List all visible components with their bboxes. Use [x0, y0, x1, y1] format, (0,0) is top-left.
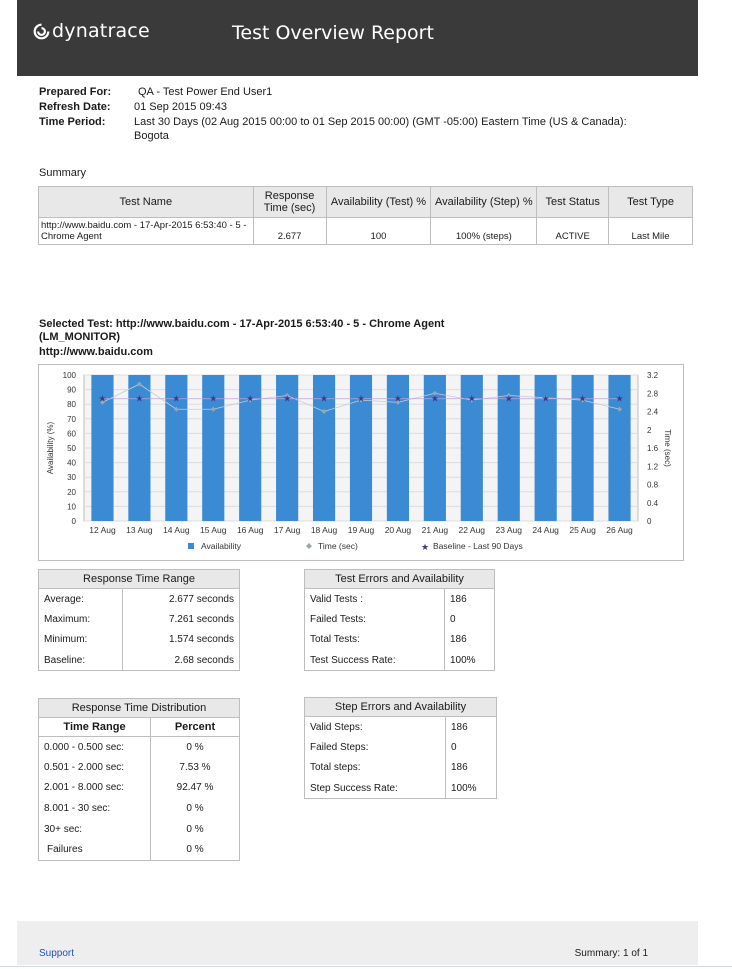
col-availability-step: Availability (Step) % — [431, 187, 537, 218]
table-row — [39, 819, 240, 840]
x-tick-label: 19 Aug — [347, 525, 375, 535]
row-label: Valid Steps: — [305, 717, 446, 738]
meta-label: Refresh Date: — [39, 101, 111, 113]
row-label: Total Tests: — [305, 630, 445, 651]
table-row — [39, 839, 240, 860]
x-tick-label: 23 Aug — [495, 525, 522, 535]
legend-swatch-baseline: ★ — [420, 543, 430, 553]
baseline-point: ★ — [578, 394, 587, 405]
y2-axis-label: Time (sec) — [663, 429, 672, 467]
row-label: Average: — [39, 589, 123, 610]
x-tick-label: 14 Aug — [163, 525, 190, 535]
selected-test-line: Selected Test: http://www.baidu.com - 17-Apr-2015 6:53:40 - 5 - Chrome Agent — [39, 318, 445, 330]
table-row — [39, 609, 240, 630]
dynatrace-logo-icon — [33, 23, 50, 40]
col-time-range: Time Range — [39, 718, 151, 737]
baseline-point: ★ — [209, 394, 218, 405]
y-tick-label: 80 — [67, 400, 76, 410]
row-label: 30+ sec: — [39, 819, 151, 840]
report-meta — [39, 85, 634, 143]
legend-swatch-time — [306, 543, 312, 549]
row-value: 7.261 seconds — [123, 609, 240, 630]
row-value: 186 — [445, 589, 495, 610]
row-label: 0.501 - 2.000 sec: — [39, 757, 151, 778]
x-tick-label: 16 Aug — [236, 525, 264, 535]
y-tick-label: 90 — [67, 385, 76, 395]
row-value: 100% — [446, 778, 497, 799]
baseline-point: ★ — [430, 394, 439, 405]
row-label: 2.001 - 8.000 sec: — [39, 778, 151, 799]
y2-tick-label: 1.6 — [647, 444, 659, 453]
col-test-status: Test Status — [537, 187, 609, 218]
row-value: 2.677 seconds — [123, 589, 240, 610]
table-row — [39, 218, 693, 245]
y-tick-label: 0 — [71, 517, 76, 526]
row-label: Test Success Rate: — [305, 650, 445, 671]
selected-test — [39, 318, 509, 359]
table-title: Step Errors and Availability — [305, 698, 497, 717]
x-tick-label: 22 Aug — [458, 525, 486, 535]
y-tick-label: 20 — [67, 487, 76, 497]
row-label: Maximum: — [39, 609, 123, 630]
row-value: 0 — [445, 609, 495, 630]
y-tick-label: 30 — [67, 473, 76, 483]
legend-label-time: Time (sec) — [318, 541, 358, 551]
y2-tick-label: 0 — [647, 517, 652, 526]
col-test-name: Test Name — [39, 187, 254, 218]
baseline-point: ★ — [246, 394, 255, 405]
report-header — [17, 0, 698, 76]
baseline-point: ★ — [541, 394, 550, 405]
response-time-range-table — [38, 569, 240, 671]
legend-swatch-availability — [188, 543, 194, 549]
x-tick-label: 12 Aug — [89, 525, 116, 535]
table-row — [305, 589, 495, 610]
baseline-point: ★ — [135, 394, 144, 405]
x-tick-label: 18 Aug — [310, 525, 338, 535]
table-row — [39, 737, 240, 758]
baseline-point: ★ — [98, 394, 107, 405]
col-response-time: Response Time (sec) — [253, 187, 326, 218]
response-time-distribution-table — [38, 698, 240, 861]
summary-table — [38, 186, 693, 245]
meta-value: QA - Test Power End User1 — [138, 86, 273, 98]
test-errors-table — [304, 569, 495, 671]
y2-tick-label: 1.2 — [647, 462, 659, 472]
selected-test-url: http://www.baidu.com — [39, 346, 153, 358]
baseline-point: ★ — [356, 394, 366, 405]
y-tick-label: 50 — [67, 444, 76, 453]
row-value: 100% — [445, 650, 495, 671]
col-percent: Percent — [151, 718, 240, 737]
row-value: 0 % — [151, 798, 240, 819]
baseline-point: ★ — [467, 394, 476, 405]
row-label: Failed Tests: — [305, 609, 445, 630]
y-tick-label: 10 — [67, 502, 76, 512]
cell-response-time: 2.677 — [253, 218, 326, 245]
cell-status: ACTIVE — [537, 218, 609, 245]
row-label: 8.001 - 30 sec: — [39, 798, 151, 819]
row-label: Step Success Rate: — [305, 778, 446, 799]
col-test-type: Test Type — [609, 187, 693, 218]
row-value: 0 % — [151, 839, 240, 860]
x-tick-label: 17 Aug — [273, 525, 301, 535]
cell-test-name: http://www.baidu.com - 17-Apr-2015 6:53:40 - 5 - Chrome Agent — [39, 218, 254, 245]
row-label: Total steps: — [305, 758, 446, 779]
baseline-point: ★ — [393, 394, 402, 405]
legend-label-baseline: Baseline - Last 90 Days — [433, 541, 523, 551]
row-label: Valid Tests : — [305, 589, 445, 610]
x-tick-label: 20 Aug — [384, 525, 412, 535]
cell-type: Last Mile — [609, 218, 693, 245]
y2-tick-label: 2.8 — [647, 389, 659, 399]
report-title: Test Overview Report — [232, 22, 434, 44]
y2-tick-label: 3.2 — [647, 371, 659, 380]
meta-label: Prepared For: — [39, 86, 112, 98]
table-row — [305, 609, 495, 630]
page-indicator: Summary: 1 of 1 — [574, 948, 648, 959]
meta-refresh-date — [39, 100, 634, 114]
table-row — [39, 778, 240, 799]
y2-tick-label: 2 — [647, 425, 652, 435]
chart-svg — [39, 365, 685, 562]
y-tick-label: 60 — [67, 429, 76, 439]
report-footer — [17, 921, 698, 965]
table-title: Response Time Range — [39, 570, 240, 589]
y-tick-label: 40 — [67, 458, 76, 468]
x-tick-label: 15 Aug — [200, 525, 227, 535]
row-value: 186 — [445, 630, 495, 651]
selected-test-monitor: (LM_MONITOR) — [39, 330, 121, 343]
dynatrace-logo — [33, 20, 150, 42]
col-availability-test: Availability (Test) % — [326, 187, 431, 218]
cell-availability-test: 100 — [326, 218, 431, 245]
meta-label: Time Period: — [39, 116, 106, 128]
y2-tick-label: 2.4 — [647, 407, 659, 417]
y2-tick-label: 0.8 — [647, 480, 659, 490]
bottom-divider — [0, 966, 732, 967]
row-value: 186 — [446, 717, 497, 738]
logo-text: dynatrace — [52, 20, 150, 42]
row-label: Minimum: — [39, 630, 123, 651]
baseline-point: ★ — [504, 394, 513, 405]
table-row — [39, 630, 240, 651]
x-tick-label: 25 Aug — [569, 525, 596, 535]
availability-chart — [38, 364, 684, 561]
x-tick-label: 13 Aug — [126, 525, 153, 535]
row-value: 0 % — [151, 819, 240, 840]
meta-prepared-for — [39, 85, 634, 99]
table-title: Test Errors and Availability — [305, 570, 495, 589]
y2-tick-label: 0.4 — [647, 498, 659, 508]
x-tick-label: 24 Aug — [532, 525, 559, 535]
baseline-point: ★ — [615, 394, 624, 405]
row-value: 2.68 seconds — [123, 650, 240, 671]
step-errors-table — [304, 697, 497, 799]
row-value: 7.53 % — [151, 757, 240, 778]
summary-heading: Summary — [39, 167, 87, 179]
meta-time-period — [39, 115, 634, 143]
meta-value: Last 30 Days (02 Aug 2015 00:00 to 01 Sep 2015 00:00) (GMT -05:00) Eastern Time (US & Canada): Bogota — [134, 116, 627, 142]
y-tick-label: 100 — [62, 371, 76, 380]
table-row — [305, 717, 497, 738]
table-row — [39, 798, 240, 819]
y-axis-label: Availability (%) — [46, 421, 55, 475]
table-title: Response Time Distribution — [39, 699, 240, 718]
row-label: Failed Steps: — [305, 737, 446, 758]
cell-availability-step: 100% (steps) — [431, 218, 537, 245]
table-row — [39, 589, 240, 610]
row-label: 0.000 - 0.500 sec: — [39, 737, 151, 758]
row-value: 92.47 % — [151, 778, 240, 799]
baseline-point: ★ — [320, 394, 329, 405]
table-row — [39, 650, 240, 671]
baseline-point: ★ — [172, 394, 181, 405]
table-row — [305, 778, 497, 799]
table-row — [39, 757, 240, 778]
row-label: Failures — [39, 839, 151, 860]
baseline-point: ★ — [283, 394, 292, 405]
support-link[interactable]: Support — [39, 948, 75, 959]
meta-value: 01 Sep 2015 09:43 — [134, 101, 227, 113]
table-row — [305, 758, 497, 779]
legend-label-availability: Availability — [201, 541, 242, 551]
row-value: 0 % — [151, 737, 240, 758]
row-value: 0 — [446, 737, 497, 758]
row-value: 1.574 seconds — [123, 630, 240, 651]
y-tick-label: 70 — [67, 414, 76, 424]
table-row — [305, 630, 495, 651]
row-value: 186 — [446, 758, 497, 779]
table-row — [305, 650, 495, 671]
table-row — [305, 737, 497, 758]
x-tick-label: 21 Aug — [421, 525, 449, 535]
x-tick-label: 26 Aug — [606, 525, 633, 535]
row-label: Baseline: — [39, 650, 123, 671]
